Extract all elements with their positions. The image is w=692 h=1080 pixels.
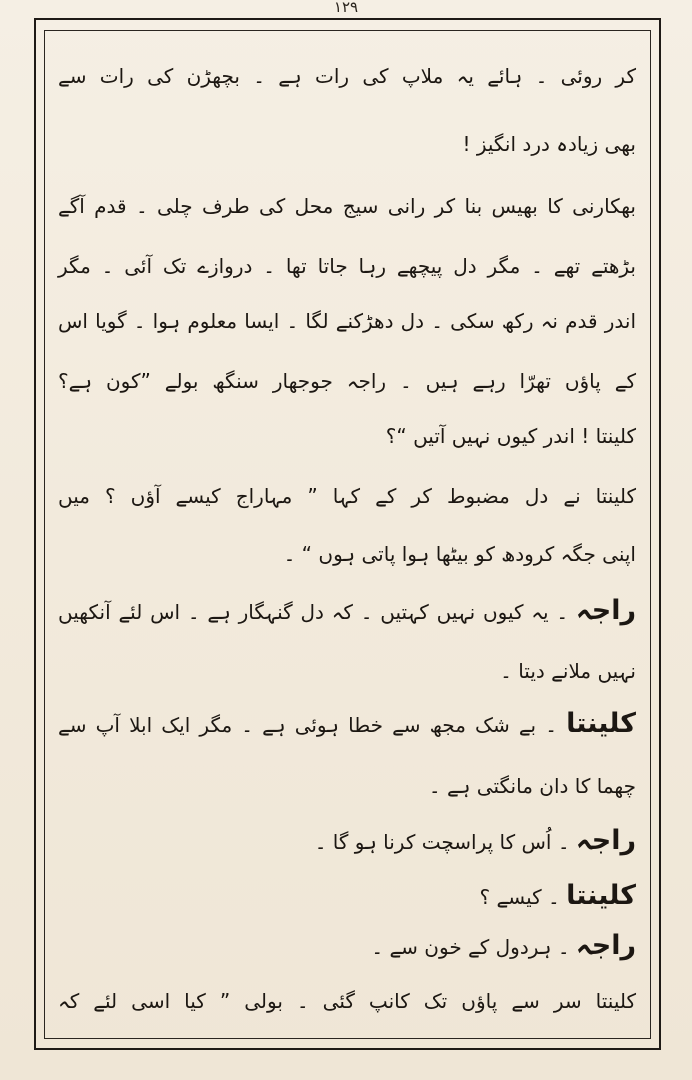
page-number: ۱۲۹ [333,0,359,16]
dialogue-text: ۔ کیسے ؟ [479,885,567,909]
dialogue-text: ۔ اُس کا پراسچت کرنا ہو گا ۔ [314,830,576,854]
text-line: کر روئی ۔ ہائے یہ ملاپ کی رات ہے ۔ بچھڑن کی رات سے [58,64,636,88]
speaker-name: کلینتا [566,708,636,739]
text-line: کلینتا ! اندر کیوں نہیں آتیں “؟ [385,424,636,448]
text-line: اپنی جگہ کرودھ کو بیٹھا ہوا پاتی ہوں “ ۔ [283,542,636,566]
speaker-name: راجہ [575,930,636,961]
dialogue-line [315,827,636,856]
text-line: کلینتا سر سے پاؤں تک کانپ گئی ۔ بولی ” کیا اسی لئے کہ [58,989,636,1013]
text-line: کلینتا نے دل مضبوط کر کے کہا ” مہاراج کیسے آؤں ؟ میں [58,484,636,508]
text-line: اندر قدم نہ رکھ سکی ۔ دل دھڑکنے لگا ۔ ایسا معلوم ہوا ۔ گویا اس [58,309,636,333]
text-line: نہیں ملانے دیتا ۔ [500,659,636,683]
text-line: بڑھتے تھے ۔ مگر دل پیچھے رہا جاتا تھا ۔ دروازے تک آئی ۔ مگر [58,254,636,278]
dialogue-line [480,882,636,911]
text-line: کے پاؤں تھرّا رہے ہیں ۔ راجہ جوجھار سنگھ بولے ”کون ہے؟ [58,369,636,393]
dialogue-line [58,597,636,626]
dialogue-text: ۔ بے شک مجھ سے خطا ہوئی ہے ۔ مگر ایک ابلا آپ سے [58,713,567,737]
dialogue-text: ۔ یہ کیوں نہیں کہتیں ۔ کہ دل گنہگار ہے ۔ اس لئے آنکھیں [58,600,576,624]
dialogue-text: ۔ ہردول کے خون سے ۔ [371,935,576,959]
text-line: بھی زیادہ درد انگیز ! [462,132,636,156]
speaker-name: راجہ [575,825,636,856]
speaker-name: راجہ [575,595,636,626]
text-line: بھکارنی کا بھیس بنا کر رانی سیج محل کی طرف چلی ۔ قدم آگے [58,194,636,218]
dialogue-line [371,932,636,961]
speaker-name: کلینتا [566,880,636,911]
dialogue-line [58,710,636,739]
text-line: چھما کا دان مانگتی ہے ۔ [428,774,636,798]
